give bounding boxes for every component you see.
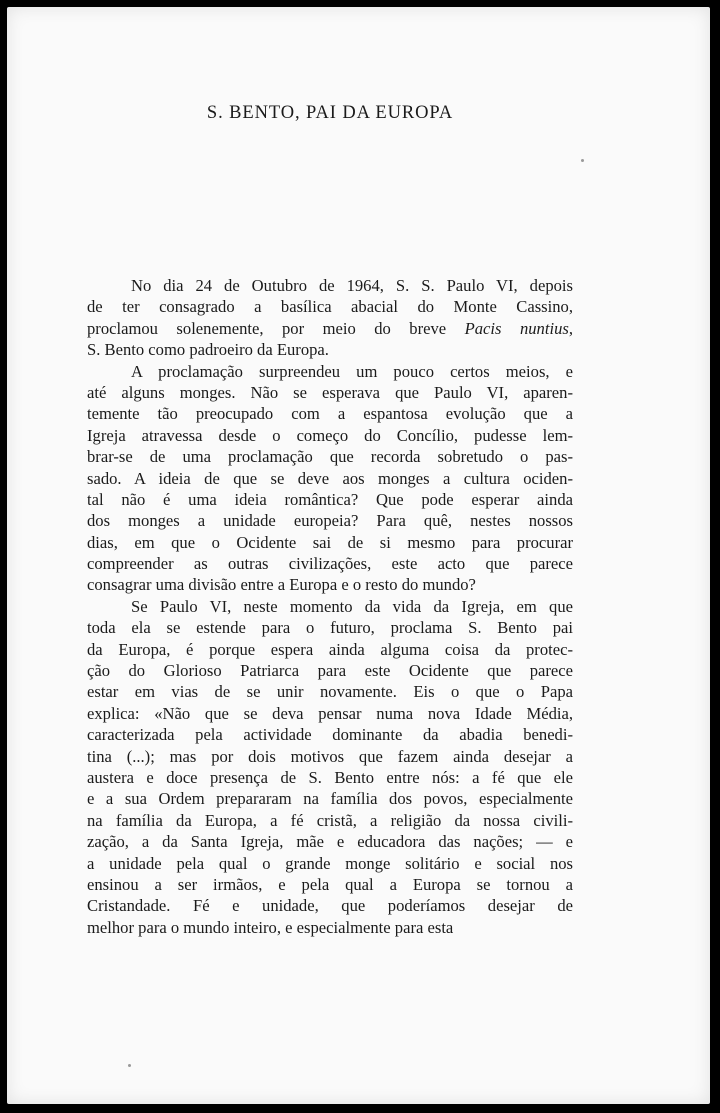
paper-speck	[128, 1064, 131, 1067]
document-page	[7, 7, 710, 1104]
text-line: zação, a da Santa Igreja, mãe e educadora das nações; — e	[87, 832, 573, 852]
text-line: até alguns monges. Não se esperava que Paulo VI, aparen-	[87, 382, 573, 402]
text-line: Se Paulo VI, neste momento da vida da Igreja, em que	[131, 596, 573, 616]
text-line: e a sua Ordem prepararam na família dos povos, especialmente	[87, 789, 573, 809]
text-line: proclamou solenemente, por meio do breve Pacis nuntius,	[87, 318, 573, 338]
text-line: Cristandade. Fé e unidade, que poderíamos desejar de	[87, 896, 573, 916]
text-line: temente tão preocupado com a espantosa evolução que a	[87, 404, 573, 424]
text-line: dias, em que o Ocidente sai de si mesmo para procurar	[87, 532, 573, 552]
paper-speck	[581, 159, 584, 162]
text-line: No dia 24 de Outubro de 1964, S. S. Paulo VI, depois	[131, 276, 573, 295]
text-line: compreender as outras civilizações, este acto que parece	[87, 554, 573, 574]
text-line: consagrar uma divisão entre a Europa e o resto do mundo?	[87, 575, 476, 595]
text-line: ção do Glorioso Patriarca para este Ocidente que parece	[87, 661, 573, 681]
text-line: tina (...); mas por dois motivos que fazem ainda desejar a	[87, 746, 573, 766]
text-line: sado. A ideia de que se deve aos monges a cultura ociden-	[87, 468, 573, 488]
text-line: brar-se de uma proclamação que recorda sobretudo o pas-	[87, 447, 573, 467]
text-line: ensinou a ser irmãos, e pela qual a Europa se tornou a	[87, 874, 573, 894]
body-text	[87, 275, 573, 938]
text-line: explica: «Não que se deva pensar numa nova Idade Média,	[87, 703, 573, 723]
text-line: dos monges a unidade europeia? Para quê, nestes nossos	[87, 511, 573, 531]
text-line: a unidade pela qual o grande monge solitário e social nos	[87, 853, 573, 873]
text-line: da Europa, é porque espera ainda alguma coisa da protec-	[87, 639, 573, 659]
text-line: austera e doce presença de S. Bento entre nós: a fé que ele	[87, 767, 573, 787]
page-title: S. BENTO, PAI DA EUROPA	[206, 103, 454, 123]
text-line: melhor para o mundo inteiro, e especialmente para esta	[87, 917, 454, 937]
text-line: A proclamação surpreendeu um pouco certos meios, e	[131, 361, 573, 381]
text-line: toda ela se estende para o futuro, proclama S. Bento pai	[87, 618, 573, 638]
text-line: de ter consagrado a basílica abacial do Monte Cassino,	[87, 297, 573, 317]
text-line: Igreja atravessa desde o começo do Concílio, pudesse lem-	[87, 425, 573, 445]
text-line: tal não é uma ideia romântica? Que pode esperar ainda	[87, 489, 573, 509]
text-line: estar em vias de se unir novamente. Eis o que o Papa	[87, 682, 573, 702]
text-line: S. Bento como padroeiro da Europa.	[87, 340, 329, 360]
text-line: caracterizada pela actividade dominante da abadia benedi-	[87, 725, 573, 745]
text-line: na família da Europa, a fé cristã, a religião da nossa civili-	[87, 810, 573, 830]
